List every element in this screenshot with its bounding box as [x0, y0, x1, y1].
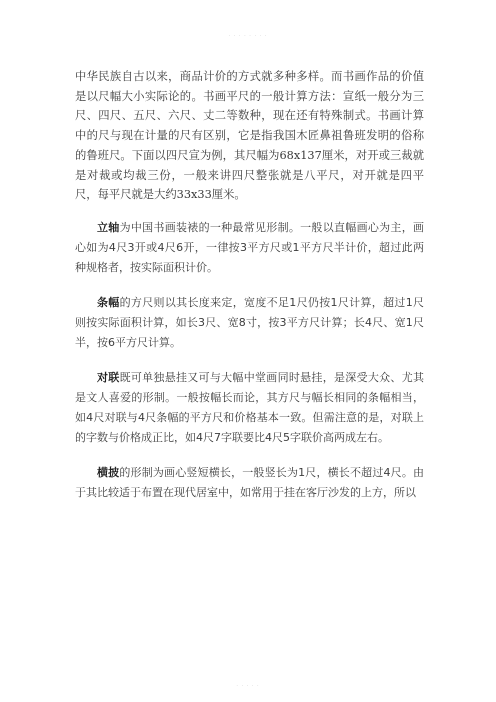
page-footer-mark: · · · · ·: [236, 683, 260, 689]
paragraph-hengpi: [75, 463, 424, 503]
document-body: [75, 67, 424, 503]
term-lizhou: 立轴: [97, 220, 120, 234]
paragraph-intro: 中华民族自古以来，商品计价的方式就多种多样。而书画作品的价值是以尺幅大小实际论的。书画平尺的一般计算方法：宣纸一般分为三尺、四尺、五尺、六尺、丈二等数种，现在还有特殊制式。书画计算中的尺与现在计量的尺有区别，它是指我国木匠鼻祖鲁班发明的俗称的鲁班尺。下面以四尺宣为例，其尺幅为68x137厘米，对开或三裁就是对裁或均裁三份，一般来讲四尺整张就是八平尺，对开就是四平尺，每平尺就是大约33x33厘米。: [75, 70, 424, 202]
paragraph-hengpi-text: 的形制为画心竖短横长，一般竖长为1尺，横长不超过4尺。由于其比较适于布置在现代居室中，如常用于挂在客厅沙发的上方，所以: [75, 465, 425, 499]
term-duilian: 对联: [97, 370, 120, 384]
paragraph-lizhou-text: 为中国书画装裱的一种最常见形制。一般以直幅画心为主，画心如为4尺3开或4尺6开，一律按3平方尺或1平方尺半计价，超过此两种规格者，按实际面积计价。: [75, 220, 425, 274]
page-header-mark: · · · · · · · ·: [228, 33, 268, 39]
paragraph-tiaofu-text: 的方尺则以其长度来定，宽度不足1尺仍按1尺计算，超过1尺则按实际面积计算，如长3尺、宽8寸，按3平方尺计算；长4尺、宽1尺半，按6平方尺计算。: [75, 295, 424, 349]
paragraph-duilian-text: 既可单独悬挂又可与大幅中堂画同时悬挂，是深受大众、尤其是文人喜爱的形制。一般按幅长而论，其方尺与幅长相同的条幅相当，如4尺对联与4尺条幅的平方尺和价格基本一致。但需注意的是，对联上的字数与价格成正比，如4尺7字联要比4尺5字联价高两成左右。: [75, 370, 425, 444]
term-hengpi: 横披: [97, 465, 120, 479]
term-tiaofu: 条幅: [97, 295, 120, 309]
paragraph-duilian: [75, 368, 424, 448]
paragraph-tiaofu: [75, 293, 424, 353]
paragraph-lizhou: [75, 218, 424, 278]
